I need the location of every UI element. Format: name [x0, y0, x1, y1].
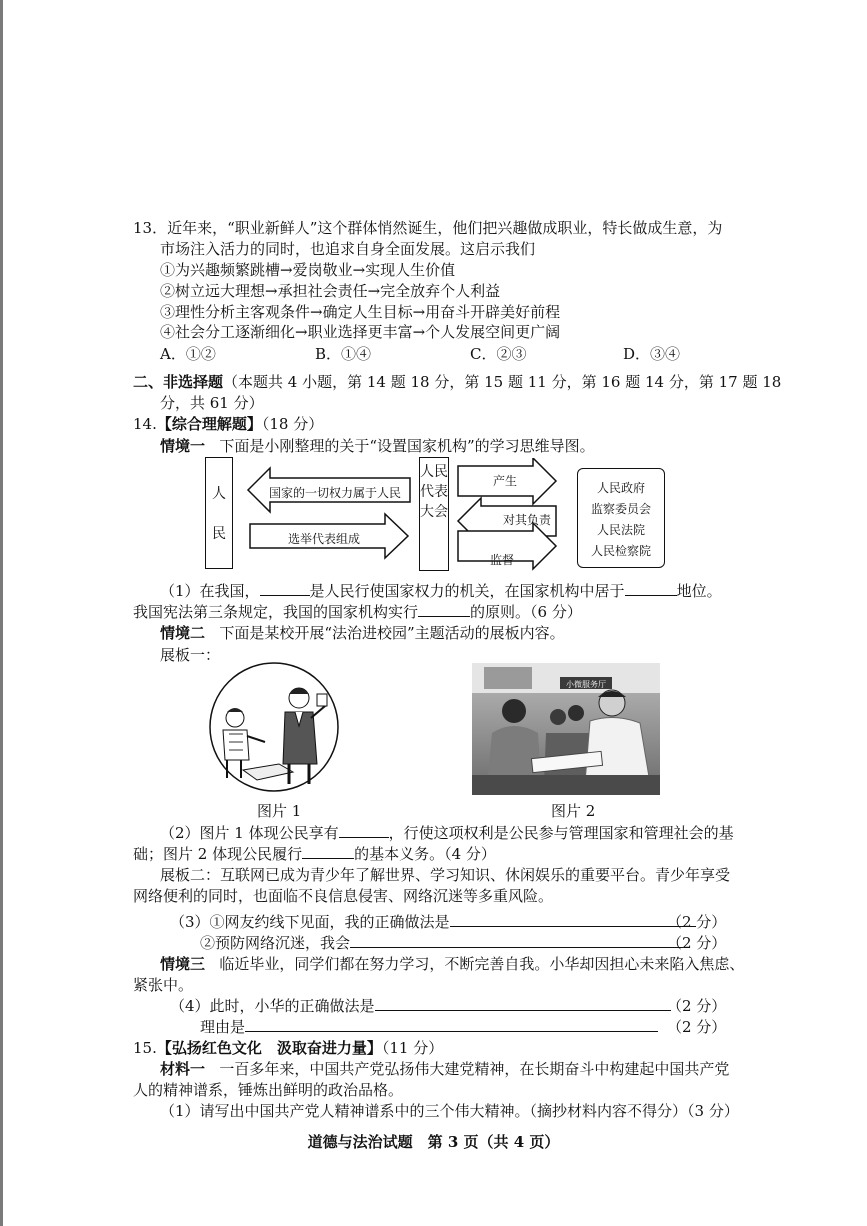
q13-item3: ③理性分析主客观条件→确定人生目标→用奋斗开辟美好前程: [160, 303, 561, 321]
section2-title: 二、非选择题: [133, 373, 224, 391]
label-elect-deputies: 选举代表组成: [288, 532, 361, 546]
picture2-caption: 图片 2: [551, 802, 596, 820]
answer-blank[interactable]: [339, 823, 389, 838]
board1-label: 展板一：: [160, 646, 221, 664]
q15-part1: （1）请写出中国共产党人精神谱系中的三个伟大精神。（摘抄材料内容不得分）（3 分）: [160, 1102, 739, 1120]
q14-scenario3-line2: 紧张中。: [133, 976, 194, 994]
picture1-caption: 图片 1: [257, 802, 302, 820]
page-left-edge: [0, 0, 3, 1226]
q14-scenario1: 情境一 下面是小刚整理的关于“设置国家机构”的学习思维导图。: [160, 437, 595, 455]
picture1-cartoon: [207, 660, 341, 794]
state-organs-box: 人民政府 监察委员会 人民法院 人民检察院: [577, 468, 665, 568]
q14-2-line1: （2）图片 1 体现公民享有 ，行使这项权利是公民参与管理国家和管理社会的基: [160, 824, 734, 842]
label-responsible: 对其负责: [503, 513, 552, 527]
people-box: 人 民: [205, 457, 233, 569]
answer-line[interactable]: [375, 996, 671, 1011]
answer-line[interactable]: [350, 933, 683, 948]
q13-line2: 市场注入活力的同时，也追求自身全面发展。这启示我们: [160, 240, 536, 258]
npc-box: [419, 457, 449, 571]
q14-3-a: （3）①网友约线下见面，我的正确做法是: [170, 912, 696, 932]
q14-heading: 14.【综合理解题】（18 分）: [133, 415, 324, 433]
q14-1-line2: 我国宪法第三条规定，我国的国家机构实行 的原则。（6 分）: [133, 603, 582, 621]
q13-line1: 13．近年来，“职业新鲜人”这个群体悄然诞生，他们把兴趣做成职业，特长做成生意，为: [133, 219, 723, 237]
label-power-to-people: 国家的一切权力属于人民: [269, 486, 402, 500]
q13-option-b: B．①④: [315, 345, 372, 363]
page-footer: 道德与法治试题 第 3 页（共 4 页）: [307, 1133, 560, 1151]
q13-item1: ①为兴趣频繁跳槽→爱岗敬业→实现人生价值: [160, 261, 456, 279]
answer-line[interactable]: [450, 912, 696, 927]
npc-label: 人民代表大会: [420, 464, 448, 520]
answer-blank[interactable]: [625, 581, 677, 596]
board2-line2: 网络便利的同时，也面临不良信息侵害、网络沉迷等多重风险。: [133, 887, 554, 905]
label-supervise: 监督: [490, 553, 515, 567]
q15-heading: 15.【弘扬红色文化 汲取奋进力量】（11 分）: [133, 1039, 444, 1057]
q14-scenario2: 情境二 下面是某校开展“法治进校园”主题活动的展板内容。: [160, 624, 565, 642]
q14-3-a-points: （2 分）: [667, 913, 727, 931]
q14-4-a-points: （2 分）: [667, 997, 727, 1015]
q15-material1: 材料一 一百多年来，中国共产党弘扬伟大建党精神，在长期奋斗中构建起中国共产党: [160, 1060, 730, 1078]
q14-1-line1: （1）在我国， 是人民行使国家权力的机关，在国家机构中居于 地位。: [160, 582, 722, 600]
picture2-photo: [472, 663, 660, 795]
section2-line2: 分，共 61 分）: [160, 394, 264, 412]
q14-2-line2: 础；图片 2 体现公民履行 的基本义务。（4 分）: [133, 845, 496, 863]
q15-material1-line2: 人的精神谱系，锤炼出鲜明的政治品格。: [133, 1081, 404, 1099]
label-produce: 产生: [493, 474, 518, 488]
q14-4-b: 理由是: [200, 1017, 658, 1037]
q14-3-b: ②预防网络沉迷，我会: [200, 933, 683, 953]
section2-desc: （本题共 4 小题，第 14 题 18 分，第 15 题 11 分，第 16 题 14 分，第 17 题 18: [223, 373, 782, 391]
q13-item4: ④社会分工逐渐细化→职业选择更丰富→个人发展空间更广阔: [160, 323, 561, 341]
q13-option-d: D．③④: [623, 345, 681, 363]
answer-line[interactable]: [245, 1017, 658, 1032]
q13-option-c: C．②③: [470, 345, 527, 363]
q13-option-a: A．①②: [160, 345, 216, 363]
q14-scenario3: 情境三 临近毕业，同学们都在努力学习，不断完善自我。小华却因担心未来陷入焦虑、: [160, 955, 745, 973]
q14-4-a: （4）此时，小华的正确做法是: [170, 996, 671, 1016]
q14-4-b-points: （2 分）: [667, 1018, 727, 1036]
q14-3-b-points: （2 分）: [667, 934, 727, 952]
svg-text:小微服务厅: 小微服务厅: [566, 680, 606, 689]
section2-line1: [133, 372, 781, 392]
answer-blank[interactable]: [418, 602, 470, 617]
q13-item2: ②树立远大理想→承担社会责任→完全放弃个人利益: [160, 282, 501, 300]
answer-blank[interactable]: [302, 844, 354, 859]
answer-blank[interactable]: [260, 581, 310, 596]
board2-line1: 展板二：互联网已成为青少年了解世界、学习知识、休闲娱乐的重要平台。青少年享受: [160, 866, 731, 884]
